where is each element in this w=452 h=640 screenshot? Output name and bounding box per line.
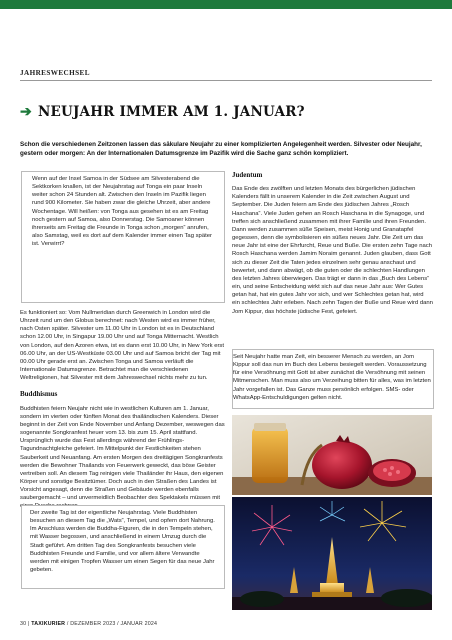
jom-kippur-box-text: Seit Neujahr hatte man Zeit, ein besserer Mensch zu werden, an Jom Kippur soll das nun im Buch des Lebens besiegelt werden. Voraussetzung für eine Versöhnung mit Gott ist aber zunächst die Versöhnung mit seinen Mitmenschen. Man muss also um Verzeihung bitten für alles, was im letzten Jahr vorgefallen ist. Das Ganze muss persönlich erfolgen. SMS- oder WhatsApp-Entschuldigungen gelten nicht.: [233, 354, 431, 401]
heading-judentum: Judentum: [232, 171, 263, 179]
paragraph-datumsgrenze: Es funktioniert so: Vom Nullmeridian durch Greenwich in London wird die Uhrzeit rund um den Globus berechnet: nach Westen wird es immer früher, nach Osten später. Silvester um 11.00 Uhr in London ist es in Deutschland schon 12.00 Uhr, in Singapur 19.00 Uhr und auf Tonga Mitternacht. Westlich von London, auf den Azoren etwa, ist es dann erst 10.00 Uhr, in New York erst 06.00 Uhr, an der US-Westküste 03.00 Uhr und auf Samoa bricht der Tag mit 00.00 Uhr gerade erst an. Zwischen Tonga und Samoa verläuft die Internationale Datumsgrenze. Betrachtet man die verschiedenen Weltreligionen, hat Silvester mit dem Jahreswechsel nichts mehr zu tun.: [20, 310, 225, 382]
article-title-text: NEUJAHR IMMER AM 1. JANUAR?: [37, 104, 305, 120]
fireworks-temple-image: [232, 497, 432, 610]
top-accent-bar: [0, 0, 452, 9]
photo-fireworks-temple: [232, 497, 432, 610]
songkran-box: [21, 505, 225, 589]
article-lead: Schon die verschiedenen Zeitzonen lassen das säkulare Neujahr zu einer komplizierten Angelegenheit werden. Silvester oder Neujahr, gestern oder morgen: An der Internationalen Datumsgrenze im Pazifik wird die Sache ganz schön kompliziert.: [20, 141, 422, 157]
pomegranate-honey-image: [232, 415, 432, 495]
page-footer: 30 | TAXIKURIER / DEZEMBER 2023 / JANUAR 2024: [20, 621, 158, 627]
issue-date: DEZEMBER 2023 / JANUAR 2024: [70, 621, 158, 627]
right-column: [232, 171, 433, 324]
intro-box: [21, 171, 225, 303]
arrow-right-icon: ➔: [20, 104, 32, 120]
photo-pomegranate-honey: [232, 415, 432, 495]
rubric-divider: [20, 80, 432, 81]
songkran-box-text: Der zweite Tag ist der eigentliche Neujahrstag. Viele Buddhisten besuchen an diesem Tag die „Wats“, Tempel, und opfern dort Nahrung. Im Anschluss werden die Buddha-Figuren, die in den Tempeln stehen, mit Wasser begossen, und anschließend in einem Umzug durch die Stadt geführt. Am dritten Tag des Songkranfests besuchen viele Buddhisten Freunde und Familie, und vor allem ältere Verwandte werden mit einigen Tropfen Wasser um einen Segen für das neue Jahr gebeten.: [30, 510, 215, 574]
jom-kippur-box: [232, 349, 434, 409]
left-column: [20, 309, 225, 519]
article-title: [20, 104, 305, 120]
page-number: 30: [20, 621, 27, 627]
intro-box-text: Wenn auf der Insel Samoa in der Südsee am Silvesterabend die Sektkorken knallen, ist der Neujahrstag auf Tonga ein paar Inseln weiter schon 24 Stunden alt. Zwischen den Inseln im Pazifik liegen rund 900 Kilometer. Sie haben zwar die gleiche Uhrzeit, aber andere Wochentage. Will heißen: von Tonga aus gesehen ist es am Freitag noch gestern auf Samoa, also Donnerstag. Die Samoaner können ihrerseits am Freitag die Freunde in Tonga schon „morgen“ anrufen, also Samstag, weil es dort auf dem Kalender immer einen Tag später ist. Verwirrt?: [32, 176, 212, 248]
magazine-name: TAXIKURIER: [31, 621, 66, 627]
paragraph-songkran: Buddhisten feiern Neujahr nicht wie in westlichen Kulturen am 1. Januar, sondern im vierten oder fünften Monat des thailändischen Kalenders. Dieser beginnt in der Zeit von Ende November und Anfang Dezember, weswegen das sogenannte Songkranfest heuer vom 13. bis zum 15. April stattfand. Ursprünglich wurde das Fest allerdings während der Frühlings-Tagundnachtgleiche gefeiert. Im Mittelpunkt der Festlichkeiten stehen Sauberkeit und Neuanfang. Am ersten Morgen des dreitägigen Songkranfests werden die Bewohner Thailands von Feuerwerk geweckt, das böse Geister vertreiben soll. An diesem Tag reinigen viele Thailänder ihr Haus, den eigenen Körper und sonstige Besitztümer. Doch auch in den Straßen des Landes ist Vorsicht angesagt, denn die Straßen und Gebäude werden ebenfalls saubergemacht – und unvermeidlich Beobachter des Spektakels müssen mit: [20, 405, 225, 502]
section-rubric: JAHRESWECHSEL: [20, 69, 90, 77]
paragraph-rosch-haschana: Das Ende des zwölften und letzten Monats des bürgerlichen jüdischen Kalenders fällt in unserem Kalender in die Zeit zwischen August und September. Die Juden feiern am Ende des jüdischen Jahres „Rosch Haschana“. Viele Juden gehen an Rosch Haschana in die Synagoge, und treffen sich anschließend zusammen mit ihrer Familie und ihren Freunden. Dann werden zusammen süße Speisen, meist Honig und Granatapfel gegessen, denn die symbolisieren ein süßes neues Jahr. Die Zeit um das neue Jahr ist eine der Ehrfurcht, Reue und Buße. Die ersten zehn Tage nach Rosch Haschana werden Jamim Noraim genannt. Juden glauben, dass Gott sich zu dieser Zeit die Taten jedes einzelnen sehr genau anschaut und bewertet, und dann abwägt, ob die guten oder die schlechten Handlungen des letzten Jahres überwiegen. Das trägt er dann in das „Buch des Lebens“ ein, und seine Entscheidung wirkt sich auf das neue Jahr aus: Wer Gutes getan hat, hat ein gutes Jahr vor sich, und wer Schlechtes getan hat, wird ein schlechtes Jahr erleben. Nach zehn Tagen der Buße und Reue wird dann Jom Kippur, das höchste jüdische Fest, gefeiert.: [232, 186, 433, 315]
heading-buddhismus: Buddhismus: [20, 390, 58, 399]
